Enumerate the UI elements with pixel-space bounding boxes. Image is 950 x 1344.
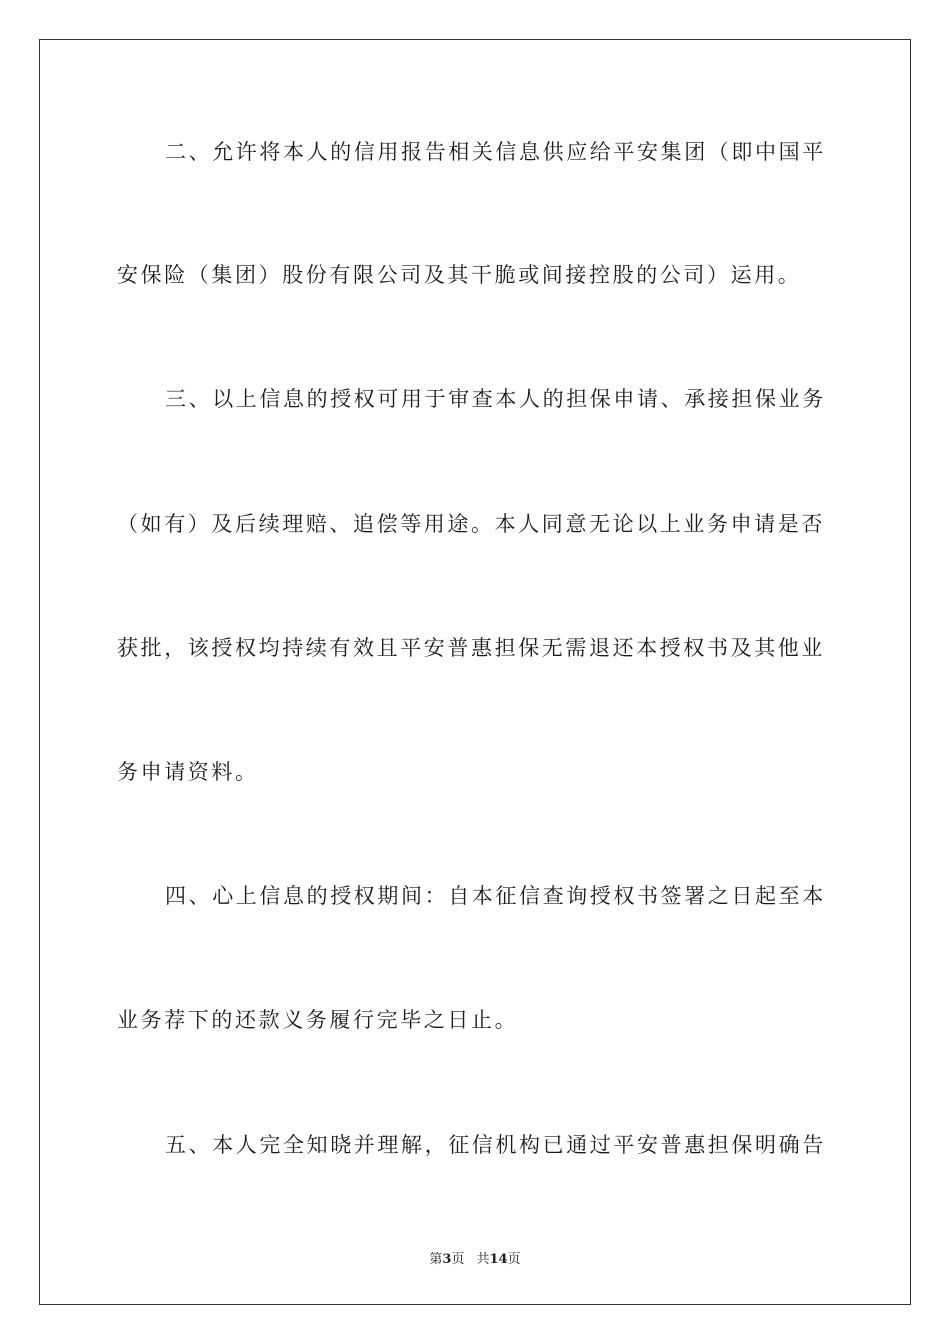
footer-page-number: 3 — [442, 1252, 452, 1267]
paragraph-3-line-3: 获批，该授权均持续有效且平安普惠担保无需退还本授权书及其他业 — [117, 636, 825, 660]
paragraph-3-line-4: 务申请资料。 — [117, 760, 259, 784]
page-footer — [0, 1248, 950, 1267]
page-border — [39, 39, 911, 1305]
paragraph-5-line-1: 五、本人完全知晓并理解，征信机构已通过平安普惠担保明确告 — [165, 1133, 826, 1157]
footer-total-suffix: 页 — [507, 1252, 521, 1267]
paragraph-4-line-2: 业务荐下的还款义务履行完毕之日止。 — [117, 1008, 519, 1032]
paragraph-4-line-1: 四、心上信息的授权期间：自本征信查询授权书签署之日起至本 — [165, 884, 826, 908]
footer-total-prefix: 共 — [476, 1252, 490, 1267]
paragraph-2-line-1: 二、允许将本人的信用报告相关信息供应给平安集团（即中国平 — [165, 140, 826, 164]
paragraph-3-line-1: 三、以上信息的授权可用于审查本人的担保申请、承接担保业务 — [165, 387, 826, 411]
footer-prefix: 第 — [429, 1252, 443, 1267]
paragraph-3-line-2: （如有）及后续理赔、追偿等用途。本人同意无论以上业务申请是否 — [117, 512, 825, 536]
paragraph-2-line-2: 安保险（集团）股份有限公司及其干脆或间接控股的公司）运用。 — [117, 263, 802, 287]
footer-page-suffix: 页 — [451, 1252, 465, 1267]
footer-total-pages: 14 — [489, 1252, 508, 1267]
